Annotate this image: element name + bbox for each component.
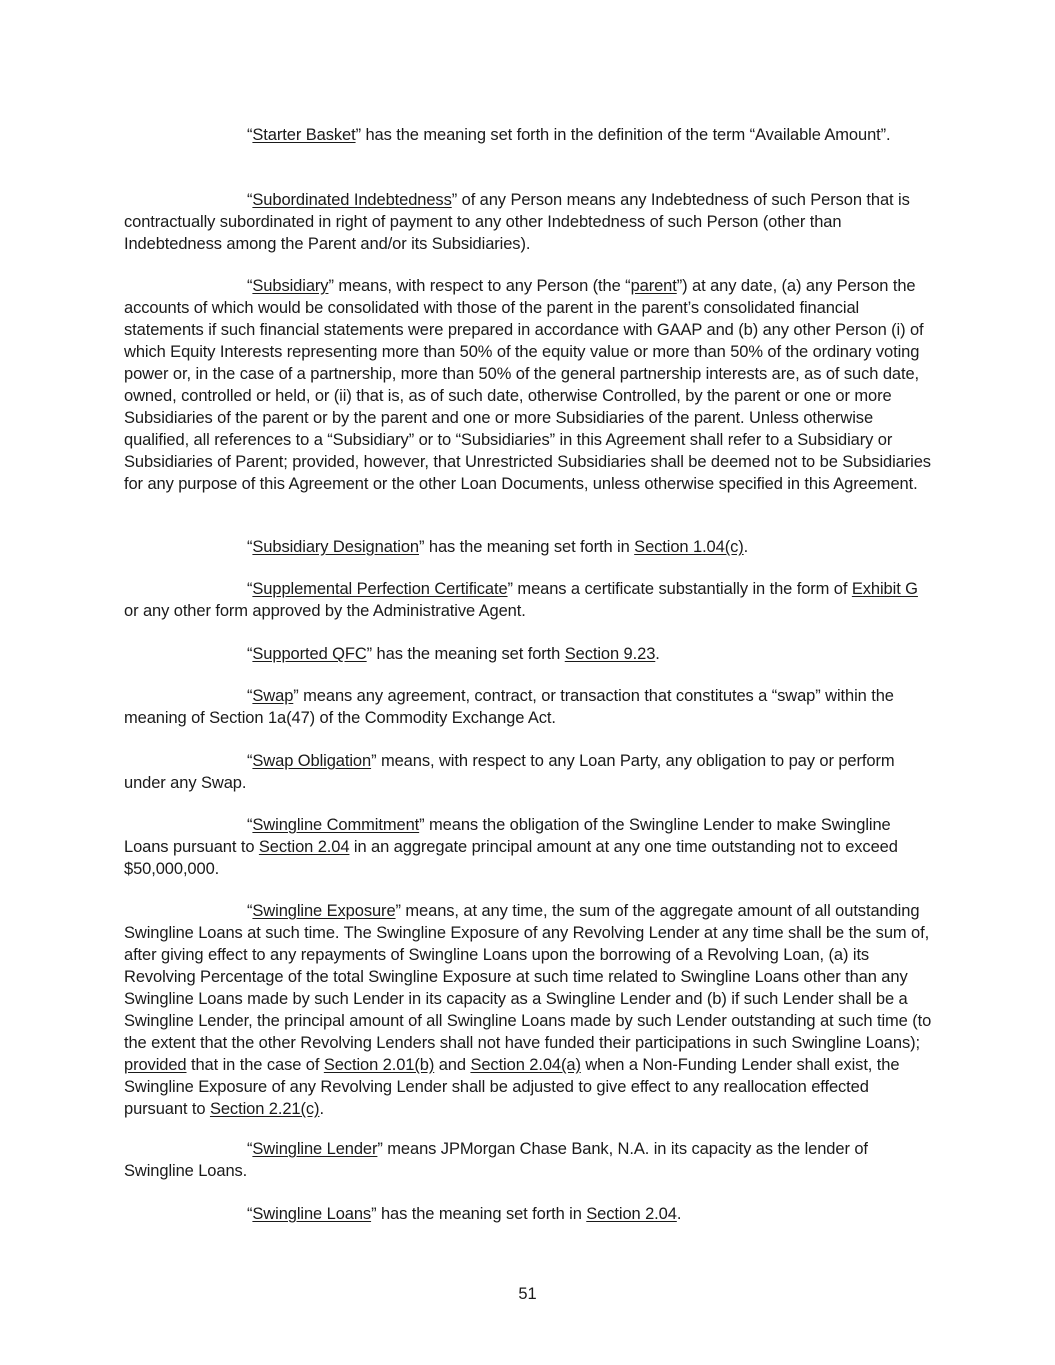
defined-term: Subordinated Indebtedness (252, 191, 452, 209)
defined-term: Supported QFC (252, 645, 367, 663)
definition-text: “ (247, 1140, 253, 1158)
definition-text: “ (247, 687, 253, 705)
definition-text: . (676, 1205, 682, 1223)
defined-term: Swingline Loans (252, 1205, 372, 1223)
definition-text: and (434, 1056, 471, 1074)
definition-text: “ (247, 902, 253, 920)
cross-reference: Section 2.21(c) (209, 1100, 320, 1118)
definition-text: “ (247, 645, 253, 663)
definition-subordinated-indebtedness (124, 189, 932, 255)
defined-term: Subsidiary (252, 277, 329, 295)
definition-text: “ (247, 752, 253, 770)
definition-text: . (319, 1100, 324, 1118)
cross-reference: Section 9.23 (564, 645, 656, 663)
definition-text: ” means, with respect to any Person (the “ (328, 277, 631, 295)
definition-starter-basket (124, 124, 932, 146)
cross-reference: Section 2.04 (258, 838, 350, 856)
definition-text: ” means, at any time, the sum of the aggregate amount of all outstanding Swingline Loans at such time. The Swingline Exposure of any Revolving Lender at any time shall be the sum of, after giving effect to any repayments of Swingline Loans upon the borrowing of a Revolving Loan, (a) its Revolving Percentage of the total Swingline Exposure at such time related to Swingline Loans other than any Swingline Loans made by such Lender in its capacity as a Swingline Lender and (b) if such Lender shall be a Swingline Lender, the principal amount of all Swingline Loans made by such Lender outstanding at such time (to the extent that the other Revolving Lenders shall not have funded their participations in such Swingline Loans); (124, 902, 932, 1052)
definition-swingline-exposure (124, 900, 932, 1120)
defined-term: Starter Basket (252, 126, 356, 144)
definition-text: ” has the meaning set forth (366, 645, 565, 663)
definition-supplemental-perfection-certificate (124, 578, 932, 622)
definition-text: ” means a certificate substantially in the form of (507, 580, 852, 598)
definition-text: “ (247, 126, 253, 144)
defined-term: Supplemental Perfection Certificate (252, 580, 508, 598)
definition-text: in an aggregate principal amount at any one time outstanding not to exceed $50,000,000. (124, 838, 898, 878)
defined-term: Swingline Commitment (252, 816, 420, 834)
definition-text: “ (247, 277, 253, 295)
definition-swap (124, 685, 932, 729)
definition-text: ” means, with respect to any Loan Party, any obligation to pay or perform under any Swap. (124, 752, 895, 792)
definition-text: when a Non-Funding Lender shall exist, the Swingline Exposure of any Revolving Lender shall be adjusted to give effect to any reallocation effected pursuant to (124, 1056, 900, 1118)
cross-reference: Section 2.04(a) (470, 1056, 581, 1074)
definition-text: or any other form approved by the Administrative Agent. (124, 602, 526, 620)
defined-term: Swap (252, 687, 294, 705)
defined-term: Subsidiary Designation (252, 538, 419, 556)
definition-swingline-lender (124, 1138, 932, 1182)
definition-text: ” has the meaning set forth in (418, 538, 635, 556)
definition-text: . (655, 645, 660, 663)
definition-text: ” has the meaning set forth in the definition of the term “Available Amount”. (355, 126, 891, 144)
definition-text: . (743, 538, 749, 556)
cross-reference: Section 2.04 (586, 1205, 677, 1223)
cross-reference: provided (124, 1056, 187, 1074)
definition-text: “ (247, 816, 253, 834)
definition-subsidiary (124, 275, 932, 495)
cross-reference: Exhibit G (851, 580, 918, 598)
definition-supported-qfc (124, 643, 932, 665)
definition-text: “ (247, 1205, 253, 1223)
definition-text: “ (247, 191, 253, 209)
defined-term: Swap Obligation (252, 752, 372, 770)
definition-text: ” means any agreement, contract, or transaction that constitutes a “swap” within the meaning of Section 1a(47) of the Commodity Exchange Act. (124, 687, 894, 727)
definition-swap-obligation (124, 750, 932, 794)
defined-term: Swingline Lender (252, 1140, 378, 1158)
definition-text: “ (247, 538, 253, 556)
cross-reference: parent (630, 277, 677, 295)
definition-text: ” means the obligation of the Swingline Lender to make Swingline Loans pursuant to (124, 816, 891, 856)
definition-text: ” means JPMorgan Chase Bank, N.A. in its capacity as the lender of Swingline Loans. (124, 1140, 868, 1180)
cross-reference: Section 1.04(c) (634, 538, 744, 556)
definition-text: that in the case of (186, 1056, 324, 1074)
definition-text: ” of any Person means any Indebtedness of such Person that is contractually subordinated in right of payment to any other Indebtedness of such Person (other than Indebtedness among the Parent and/or its Subsidiaries). (124, 191, 910, 253)
definition-swingline-commitment (124, 814, 932, 880)
definition-text: ” has the meaning set forth in (371, 1205, 587, 1223)
page-number: 51 (518, 1285, 537, 1303)
definition-subsidiary-designation (124, 536, 932, 558)
definition-text: “ (247, 580, 253, 598)
definition-swingline-loans (124, 1203, 932, 1225)
definition-text: ”) at any date, (a) any Person the accounts of which would be consolidated with those of the parent in the parent’s consolidated financial statements if such financial statements were prepared in accordance with GAAP and (b) any other Person (i) of which Equity Interests representing more than 50% of the equity value or more than 50% of the ordinary voting power or, in the case of a partnership, more than 50% of the general partnership interests are, as of such date, owned, controlled or held, or (ii) that is, as of such date, otherwise Controlled, by the parent or one or more Subsidiaries of the parent or by the parent and one or more Subsidiaries of the parent. Unless otherwise qualified, all references to a “Subsidiary” or to “Subsidiaries” in this Agreement shall refer to a Subsidiary or Subsidiaries of Parent; provided, however, that Unrestricted Subsidiaries shall be deemed not to be Subsidiaries for any purpose of this Agreement or the other Loan Documents, unless otherwise specified in this Agreement. (124, 277, 931, 493)
defined-term: Swingline Exposure (252, 902, 396, 920)
cross-reference: Section 2.01(b) (323, 1056, 435, 1074)
